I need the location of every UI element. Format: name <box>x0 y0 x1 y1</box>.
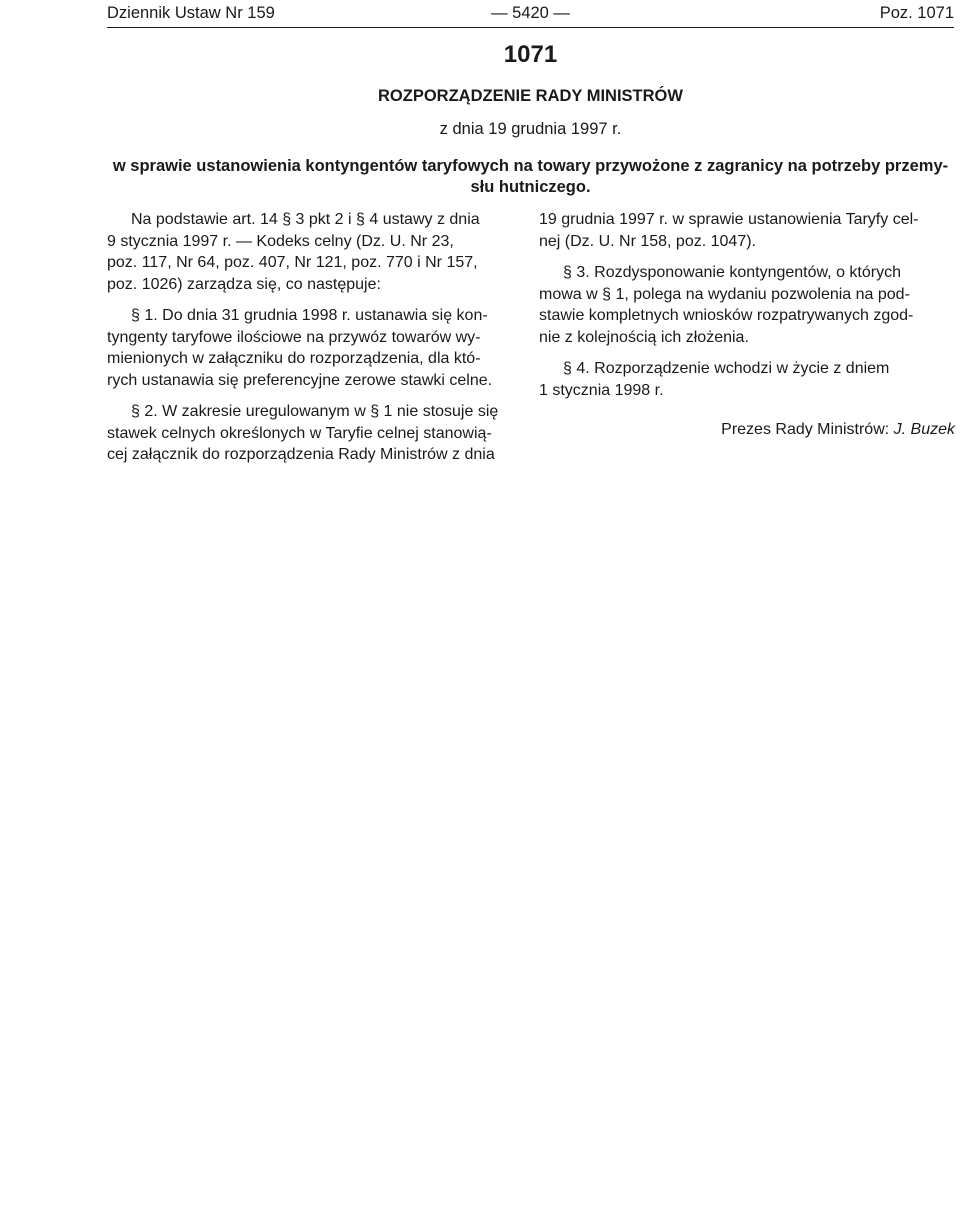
text-line: mienionych w załączniku do rozporządzenia, dla któ- <box>107 350 481 367</box>
journal-title: Dziennik Ustaw Nr 159 <box>107 4 275 22</box>
page-header <box>107 4 954 28</box>
text-line: stawie kompletnych wniosków rozpatrywanych zgod- <box>539 307 914 324</box>
text-line: stawek celnych określonych w Taryfie celnej stanowią- <box>107 424 492 442</box>
text-line: Na podstawie art. 14 § 3 pkt 2 i § 4 ustawy z dnia <box>131 211 480 228</box>
paragraph-2-continued <box>539 209 957 252</box>
right-column <box>539 209 957 411</box>
text-line: poz. 117, Nr 64, poz. 407, Nr 121, poz. 770 i Nr 157, <box>107 254 478 271</box>
text-line: 1 stycznia 1998 r. <box>539 381 664 399</box>
act-title: ROZPORZĄDZENIE RADY MINISTRÓW <box>378 87 683 105</box>
signature <box>539 421 955 439</box>
text-line: cej załącznik do rozporządzenia Rady Ministrów z dnia <box>107 446 495 463</box>
text-line: tyngenty taryfowe ilościowe na przywóz towarów wy- <box>107 328 481 346</box>
text-line: § 1. Do dnia 31 grudnia 1998 r. ustanawia się kon- <box>131 307 488 324</box>
text-line: nie z kolejnością ich złożenia. <box>539 328 749 346</box>
act-date: z dnia 19 grudnia 1997 r. <box>439 120 622 138</box>
left-column <box>107 209 527 476</box>
signature-name: J. Buzek <box>893 421 955 438</box>
page-number: — 5420 — <box>491 4 570 22</box>
paragraph-3 <box>539 262 957 348</box>
text-line: rych ustanawia się preferencyjne zerowe stawki celne. <box>107 371 493 389</box>
text-line: § 3. Rozdysponowanie kontyngentów, o których <box>563 264 901 281</box>
text-line: § 4. Rozporządzenie wchodzi w życie z dniem <box>563 360 890 377</box>
text-line: poz. 1026) zarządza się, co następuje: <box>107 275 381 293</box>
paragraph-2 <box>107 401 527 466</box>
text-line: 9 stycznia 1997 r. — Kodeks celny (Dz. U. Nr 23, <box>107 232 454 250</box>
paragraph-4 <box>539 358 957 401</box>
paragraph-1 <box>107 305 527 391</box>
text-line: mowa w § 1, polega na wydaniu pozwolenia na pod- <box>539 285 910 303</box>
position-number: Poz. 1071 <box>879 4 954 22</box>
subject-line: w sprawie ustanowienia kontyngentów taryfowych na towary przywożone z zagranicy na potrzeby przemy- <box>112 157 949 175</box>
signature-role: Prezes Rady Ministrów: <box>721 421 890 438</box>
text-line: 19 grudnia 1997 r. w sprawie ustanowienia Taryfy cel- <box>539 211 919 228</box>
act-number: 1071 <box>503 41 558 68</box>
act-subject <box>107 156 954 198</box>
text-line: § 2. W zakresie uregulowanym w § 1 nie stosuje się <box>131 403 499 420</box>
subject-line: słu hutniczego. <box>470 178 591 196</box>
preamble <box>107 209 527 295</box>
text-line: nej (Dz. U. Nr 158, poz. 1047). <box>539 232 756 250</box>
